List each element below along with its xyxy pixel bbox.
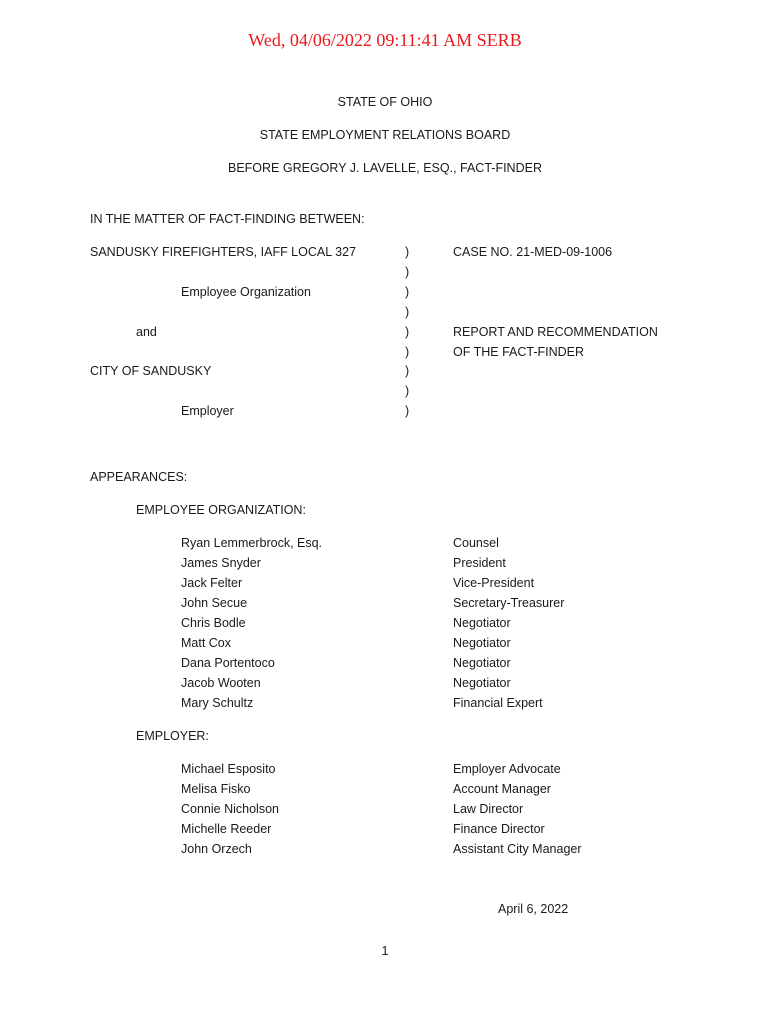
appearance-name: Jack Felter (181, 576, 243, 590)
appearance-name: James Snyder (181, 556, 261, 570)
caption-paren: ) (405, 404, 410, 418)
appearances-heading: APPEARANCES: (90, 470, 188, 484)
report-title-line2: OF THE FACT-FINDER (453, 345, 585, 359)
header-fact-finder: BEFORE GREGORY J. LAVELLE, ESQ., FACT-FINDER (228, 161, 542, 175)
appearance-name: Jacob Wooten (181, 676, 261, 690)
case-number: CASE NO. 21-MED-09-1006 (453, 245, 613, 259)
appearance-name: John Secue (181, 596, 248, 610)
appearance-role: Vice-President (453, 576, 535, 590)
appearance-role: Negotiator (453, 656, 511, 670)
report-date: April 6, 2022 (498, 902, 569, 916)
appearance-name: Matt Cox (181, 636, 232, 650)
caption-paren: ) (405, 285, 410, 299)
appearance-role: Finance Director (453, 822, 545, 836)
caption-paren: ) (405, 245, 410, 259)
header-board: STATE EMPLOYMENT RELATIONS BOARD (259, 128, 511, 142)
appearance-name: Michelle Reeder (181, 822, 272, 836)
filing-timestamp-stamp: Wed, 04/06/2022 09:11:41 AM SERB (248, 30, 522, 50)
page-number: 1 (381, 944, 389, 958)
party-employer: CITY OF SANDUSKY (90, 364, 212, 378)
appearance-role: Negotiator (453, 676, 511, 690)
caption-and: and (136, 325, 157, 339)
appearance-role: Negotiator (453, 636, 511, 650)
appearance-role: Negotiator (453, 616, 511, 630)
appearance-name: Dana Portentoco (181, 656, 275, 670)
employee-organization-heading: EMPLOYEE ORGANIZATION: (136, 503, 306, 517)
appearance-name: Michael Esposito (181, 762, 276, 776)
appearance-name: Melisa Fisko (181, 782, 251, 796)
party-employee-organization: SANDUSKY FIREFIGHTERS, IAFF LOCAL 327 (90, 245, 357, 259)
appearance-role: Counsel (453, 536, 499, 550)
party-employee-organization-role: Employee Organization (181, 285, 311, 299)
caption-paren: ) (405, 364, 410, 378)
appearance-name: Ryan Lemmerbrock, Esq. (181, 536, 323, 550)
appearance-role: President (453, 556, 506, 570)
caption-paren: ) (405, 384, 410, 398)
appearance-name: Connie Nicholson (181, 802, 279, 816)
appearance-name: John Orzech (181, 842, 252, 856)
caption-paren: ) (405, 305, 410, 319)
appearance-role: Law Director (453, 802, 524, 816)
employer-heading: EMPLOYER: (136, 729, 209, 743)
caption-paren: ) (405, 265, 410, 279)
caption-paren: ) (405, 345, 410, 359)
caption-intro: IN THE MATTER OF FACT-FINDING BETWEEN: (90, 212, 365, 226)
appearance-role: Account Manager (453, 782, 551, 796)
party-employer-role: Employer (181, 404, 234, 418)
appearance-name: Chris Bodle (181, 616, 246, 630)
appearance-role: Financial Expert (453, 696, 543, 710)
appearance-role: Assistant City Manager (453, 842, 582, 856)
appearance-name: Mary Schultz (181, 696, 254, 710)
appearance-role: Secretary-Treasurer (453, 596, 565, 610)
report-title-line1: REPORT AND RECOMMENDATION (453, 325, 658, 339)
header-state: STATE OF OHIO (337, 95, 433, 109)
appearance-role: Employer Advocate (453, 762, 561, 776)
caption-paren: ) (405, 325, 410, 339)
